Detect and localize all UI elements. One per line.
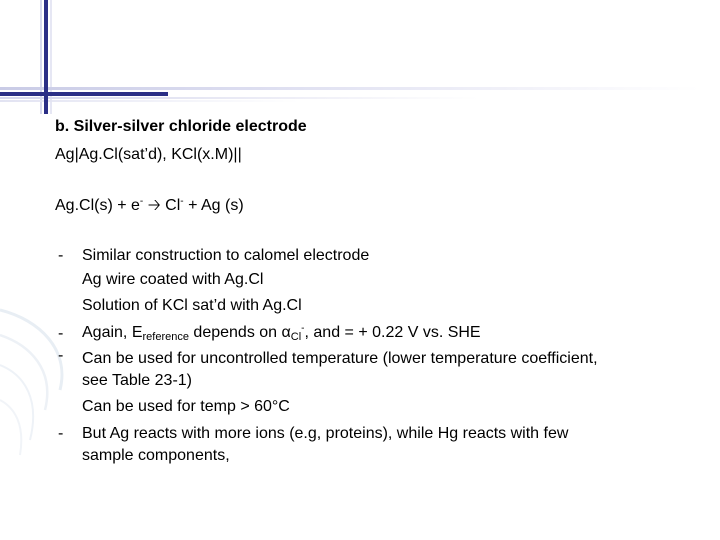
half-reaction (55, 196, 244, 216)
list-item: Solution of KCl sat’d with Ag.Cl (82, 297, 302, 314)
alpha-symbol: α (281, 324, 291, 341)
list-item: Can be used for uncontrolled temperature (lower temperature coefficient, (82, 350, 598, 367)
section-heading: b. Silver-silver chloride electrode (55, 118, 307, 135)
chloride-charge: - (180, 196, 184, 207)
reaction-lhs: Ag.Cl(s) + e (55, 197, 140, 214)
list-item: Similar construction to calomel electrode (82, 247, 370, 264)
cell-notation: Ag|Ag.Cl(sat’d), KCl(x.M)|| (55, 146, 242, 163)
reaction-rhs: + Ag (s) (188, 197, 244, 214)
accent-bar-horizontal (0, 92, 168, 96)
list-item: sample components, (82, 447, 230, 464)
reaction-product-cl: Cl (165, 197, 181, 214)
list-item (82, 323, 481, 343)
accent-bar-horizontal-faint-2 (0, 97, 480, 99)
bullet-dash: - (58, 247, 64, 264)
superscript-minus: - (301, 323, 305, 334)
bullet-dash: - (58, 347, 64, 364)
watermark-swirl (0, 290, 90, 460)
text-again-e: Again, E (82, 324, 143, 341)
list-item: Can be used for temp > 60°C (82, 398, 290, 415)
list-item: see Table 23-1) (82, 372, 192, 389)
bullet-dash: - (58, 425, 64, 442)
text-potential: , and = + 0.22 V vs. SHE (304, 324, 481, 341)
accent-bar-horizontal-faint (0, 87, 700, 90)
list-item: Ag wire coated with Ag.Cl (82, 271, 264, 288)
arrow-right-icon: 🡢 (147, 197, 161, 214)
subscript-cl: Cl (290, 331, 302, 343)
accent-bar-vertical (44, 0, 48, 114)
list-item: But Ag reacts with more ions (e.g, proteins), while Hg reacts with few (82, 425, 569, 442)
text-depends-on: depends on (193, 324, 278, 341)
electron-charge: - (139, 196, 144, 207)
subscript-reference: reference (142, 331, 189, 343)
bullet-dash: - (58, 325, 64, 342)
